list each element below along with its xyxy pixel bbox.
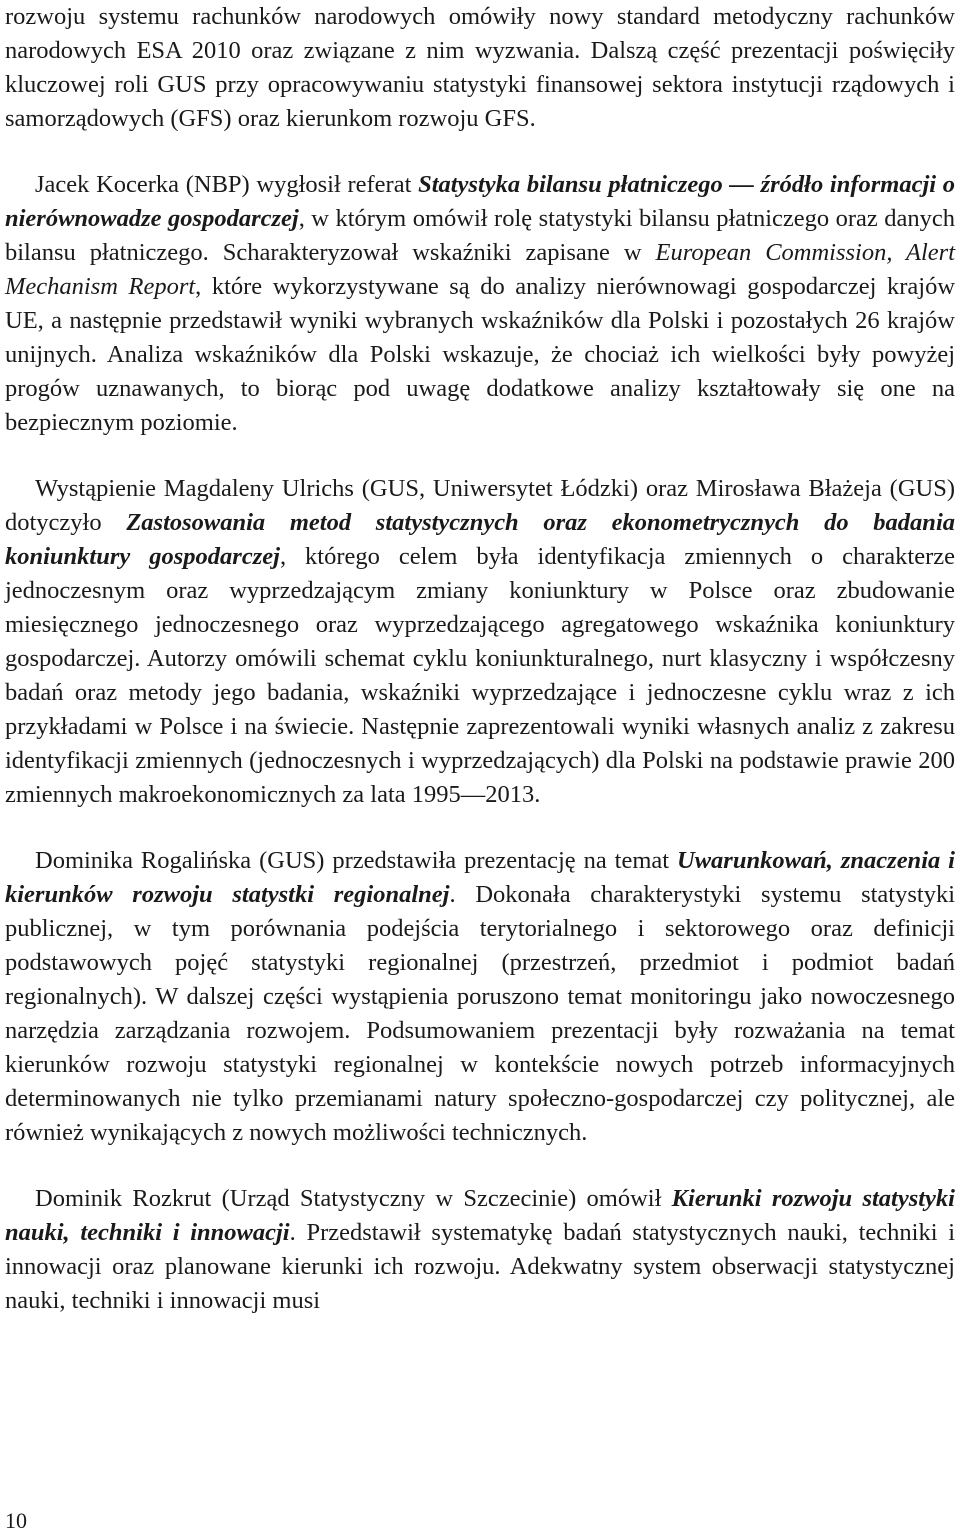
paragraph-text: Dominika Rogalińska (GUS) przedstawiła prezentację na temat [35,847,678,874]
paragraph [5,1182,955,1318]
talk-title: Zastosowania metod statystycznych oraz ekonometrycznych do badania koniunktury gospodarczej [5,509,955,570]
paragraph [5,0,955,136]
paragraph-gap [5,812,955,844]
talk-title: Uwarunkowań, znaczenia i kierunków rozwoju statystki regionalnej [5,847,955,908]
paragraph-text: . Dokonała charakterystyki systemu statystyki publicznej, w tym porównania podejścia terytorialnego i sektorowego oraz definicji podstawowych pojęć statystyki regionalnej (przestrzeń, przedmiot i podmiot badań regionalnych). W dalszej części wystąpienia poruszono temat monitoringu jako nowoczesnego narzędzia zarządzania rozwojem. Podsumowaniem prezentacji były rozważania na temat kierunków rozwoju statystyki regionalnej w kontekście nowych potrzeb informacyjnych determinowanych nie tylko przemianami natury społeczno-gospodarczej czy politycznej, ale również wynikających z nowych możliwości technicznych. [5,881,956,1146]
paragraph-text: Jacek Kocerka (NBP) wygłosił referat [35,171,419,198]
paragraph [5,472,955,812]
paragraph-text: , w którym omówił rolę statystyki bilansu płatniczego oraz danych bilansu płatniczego. Scharakteryzował wskaźniki zapisane w [5,205,956,266]
talk-title: Kierunki rozwoju statystyki nauki, techniki i innowacji [5,1185,955,1246]
paragraph-gap [5,440,955,472]
paragraph [5,168,955,440]
report-title: European Commission, Alert Mechanism Report [5,239,956,300]
page-number: 10 [5,1508,27,1533]
paragraph-text: rozwoju systemu rachunków narodowych omówiły nowy standard metodyczny rachunków narodowych ESA 2010 oraz związane z nim wyzwania. Dalszą część prezentacji poświęciły kluczowej roli GUS przy opracowywaniu statystyki finansowej sektora instytucji rządowych i samorządowych (GFS) oraz kierunkom rozwoju GFS. [5,3,955,132]
paragraph-gap [5,136,955,168]
paragraph-text: Dominik Rozkrut (Urząd Statystyczny w Szczecinie) omówił [35,1185,672,1212]
paragraph-text: , które wykorzystywane są do analizy nierównowagi gospodarczej krajów UE, a następnie przedstawił wyniki wybranych wskaźników dla Polski i pozostałych 26 krajów unijnych. Analiza wskaźników dla Polski wskazuje, że chociaż ich wielkości były powyżej progów uznawanych, to biorąc pod uwagę dodatkowe analizy kształtowały się one na bezpiecznym poziomie. [5,273,956,436]
paragraph-text: . Przedstawił systematykę badań statystycznych nauki, techniki i innowacji oraz planowane kierunki ich rozwoju. Adekwatny system obserwacji statystycznej nauki, techniki i innowacji musi [5,1219,955,1314]
paragraph-gap [5,1150,955,1182]
paragraph-text: , którego celem była identyfikacja zmiennych o charakterze jednoczesnym oraz wyprzedzającym zmiany koniunktury w Polsce oraz zbudowanie miesięcznego jednoczesnego oraz wyprzedzającego agregatowego wskaźnika koniunktury gospodarczej. Autorzy omówili schemat cyklu koniunkturalnego, nurt klasyczny i współczesny badań oraz metody jego badania, wskaźniki wyprzedzające i jednoczesne cyklu wraz z ich przykładami w Polsce i na świecie. Następnie zaprezentowali wyniki własnych analiz z zakresu identyfikacji zmiennych (jednoczesnych i wyprzedzających) dla Polski na podstawie prawie 200 zmiennych makroekonomicznych za lata 1995—2013. [5,543,956,808]
paragraph [5,844,955,1150]
talk-title: Statystyka bilansu płatniczego — źródło informacji o nierównowadze gospodarczej [5,171,955,232]
document-page [5,0,955,1318]
paragraph-text: Wystąpienie Magdaleny Ulrichs (GUS, Uniwersytet Łódzki) oraz Mirosława Błażeja (GUS) dotyczyło [5,475,955,536]
